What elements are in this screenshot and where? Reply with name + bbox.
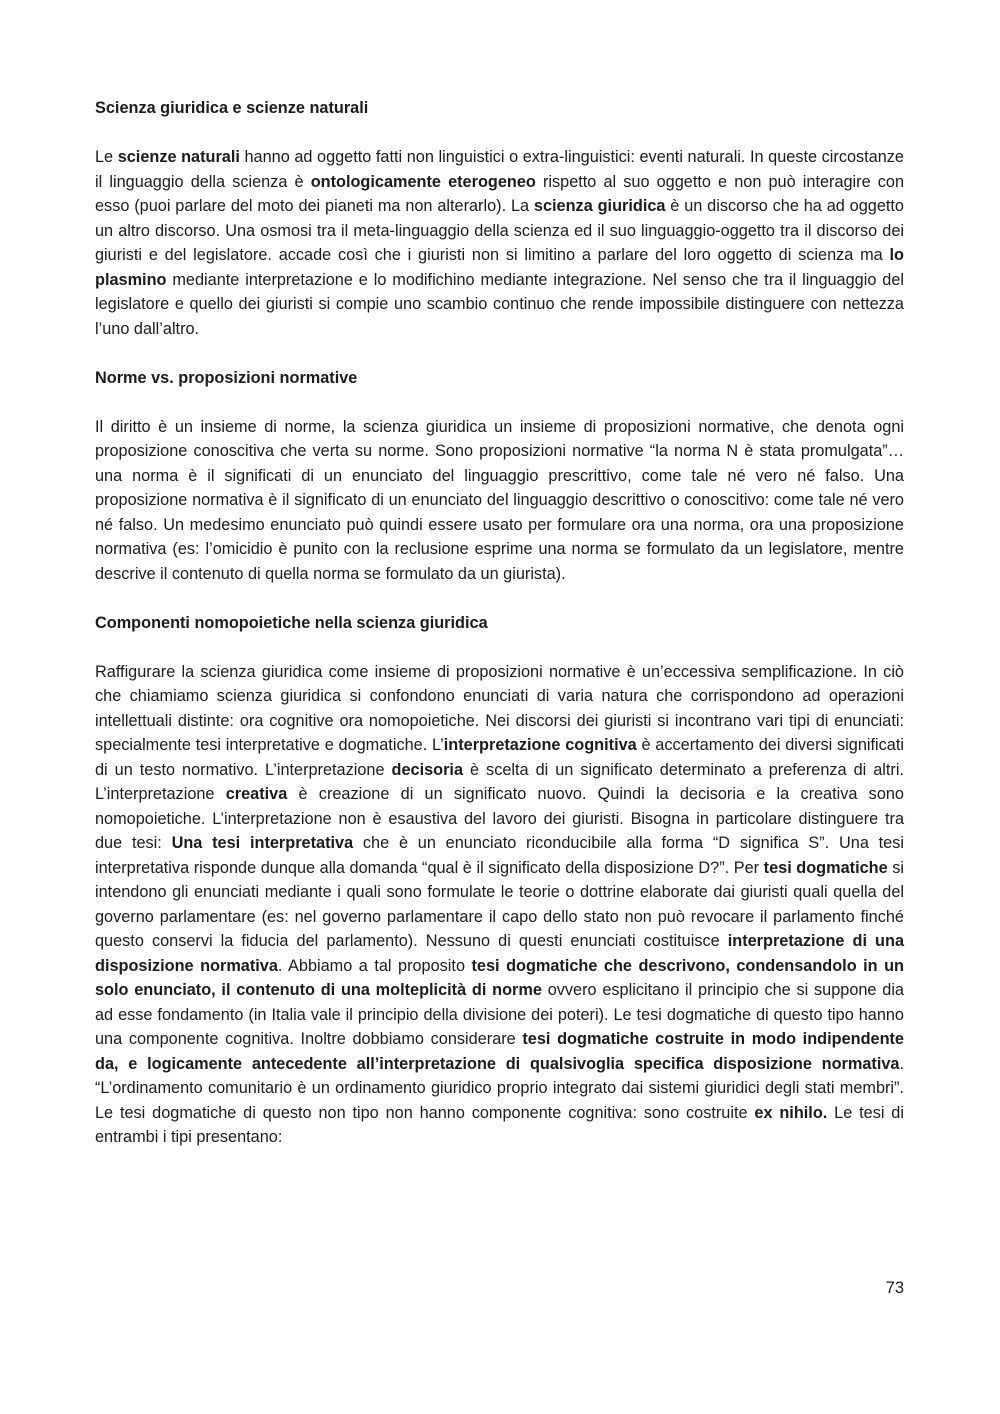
text-run: Raffigurare la scienza giuridica come insieme di proposizioni normative è un’eccessiva semplificazione. In ciò che chiamiamo scienza giuridica si confondono enunciati di varia natura che corrispondono ad operazioni intellettuali distinte: ora cognitive ora nomopoietiche. Nei discorsi dei giuristi si incontrano vari tipi di enunciati: specialmente tesi interpretative e dogmatiche. L’ (95, 662, 904, 754)
bold-text-run: ex nihilo. (754, 1103, 828, 1122)
text-run: . “L’ordinamento comunitario è un ordinamento giuridico proprio integrato dai sistemi giuridici degli stati membri”. Le tesi dogmatiche di questo non tipo non hanno componente cognitiva: sono costruite (95, 1054, 904, 1122)
bold-text-run: interpretazione di una disposizione normativa (95, 932, 904, 975)
text-run: è creazione di un significato nuovo. Quindi la decisoria e la creativa sono nomopoietiche. L’interpretazione non è esaustiva del lavoro dei giuristi. Bisogna in particolare distinguere tra due tesi: (95, 785, 904, 852)
bold-text-run: lo plasmino (95, 246, 904, 289)
section-paragraph-3 (95, 660, 904, 1150)
text-run: rispetto al suo oggetto e non può interagire con esso (puoi parlare del moto dei pianeti ma non alterarlo). La (95, 172, 905, 215)
text-run: mediante interpretazione e lo modifichino mediante integrazione. Nel senso che tra il linguaggio del legislatore e quello dei giuristi si compie uno scambio continuo che rende impossibile distinguere con nettezza l’uno dall’altro. (95, 270, 904, 338)
text-run: Le tesi di entrambi i tipi presentano: (95, 1103, 904, 1146)
bold-text-run: tesi dogmatiche costruite in modo indipendente da, e logicamente antecedente all’interpretazione di qualsivoglia specifica disposizione normativa (95, 1030, 904, 1073)
bold-text-run: tesi dogmatiche che descrivono, condensandolo in un solo enunciato, il contenuto di una molteplicità di norme (95, 956, 905, 999)
text-run: che è un enunciato riconducibile alla forma “D significa S”. Una tesi interpretativa risponde dunque alla domanda “qual è il significato della disposizione D?”. Per (95, 834, 904, 877)
section-heading-3: Componenti nomopoietiche nella scienza giuridica (95, 613, 488, 632)
section-paragraph-1 (95, 145, 904, 341)
bold-text-run: scienze naturali (117, 148, 240, 166)
section-heading-2: Norme vs. proposizioni normative (95, 368, 358, 387)
bold-text-run: scienza giuridica (533, 197, 666, 215)
bold-text-run: Una tesi interpretativa (171, 834, 354, 852)
text-run: hanno ad oggetto fatti non linguistici o extra-linguistici: eventi naturali. In queste circostanze il linguaggio della scienza è (95, 148, 904, 191)
section-heading-1: Scienza giuridica e scienze naturali (95, 99, 369, 117)
text-run: è un discorso che ha ad oggetto un altro discorso. Una osmosi tra il meta-linguaggio della scienza ed il suo linguaggio-oggetto tra il discorso dei giuristi e del legislatore. accade così che i giuristi non si limitino a parlare del loro oggetto di scienza ma (95, 197, 904, 264)
text-run: . Abbiamo a tal proposito (277, 956, 472, 975)
bold-text-run: tesi dogmatiche (763, 858, 888, 877)
bold-text-run: creativa (225, 785, 288, 803)
document-page (95, 96, 904, 1150)
text-run: si intendono gli enunciati mediante i quali sono formulate le teorie o dottrine elaborate dai giuristi quali quella del governo parlamentare (es: nel governo parlamentare il capo dello stato non può revocare il parlamento finché questo conservi la fiducia del parlamento). Nessuno di questi enunciati costituisce (95, 858, 905, 950)
bold-text-run: ontologicamente eterogeneo (310, 172, 536, 191)
text-run: ovvero esplicitano il principio che si suppone dia ad esse fondamento (in Italia vale il principio della divisione dei poteri). Le tesi dogmatiche di questo tipo hanno una componente cognitiva. Inoltre dobbiamo considerare (95, 981, 904, 1048)
section-paragraph-2 (95, 415, 904, 587)
bold-text-run: decisoria (391, 760, 464, 779)
bold-text-run: interpretazione cognitiva (443, 736, 637, 754)
text-run: Il diritto è un insieme di norme, la scienza giuridica un insieme di proposizioni normative, che denota ogni proposizione conoscitiva che verta su norme. Sono proposizioni normative “la norma N è stata promulgata”… una norma è il significati di un enunciato del linguaggio prescrittivo, come tale né vero né falso. Una proposizione normativa è il significato di un enunciato del linguaggio descrittivo o conoscitivo: come tale né vero né falso. Un medesimo enunciato può quindi essere usato per formulare ora una norma, ora una proposizione normativa (es: l’omicidio è punito con la reclusione esprime una norma se formulato da un legislatore, mentre descrive il contenuto di quella norma se formulato da un giurista). (95, 417, 904, 583)
text-run: è scelta di un significato determinato a preferenza di altri. L’interpretazione (95, 760, 904, 803)
text-run: Le (95, 148, 118, 166)
text-run: è accertamento dei diversi significati di un testo normativo. L’interpretazione (95, 736, 904, 779)
page-number: 73 (885, 1279, 904, 1297)
